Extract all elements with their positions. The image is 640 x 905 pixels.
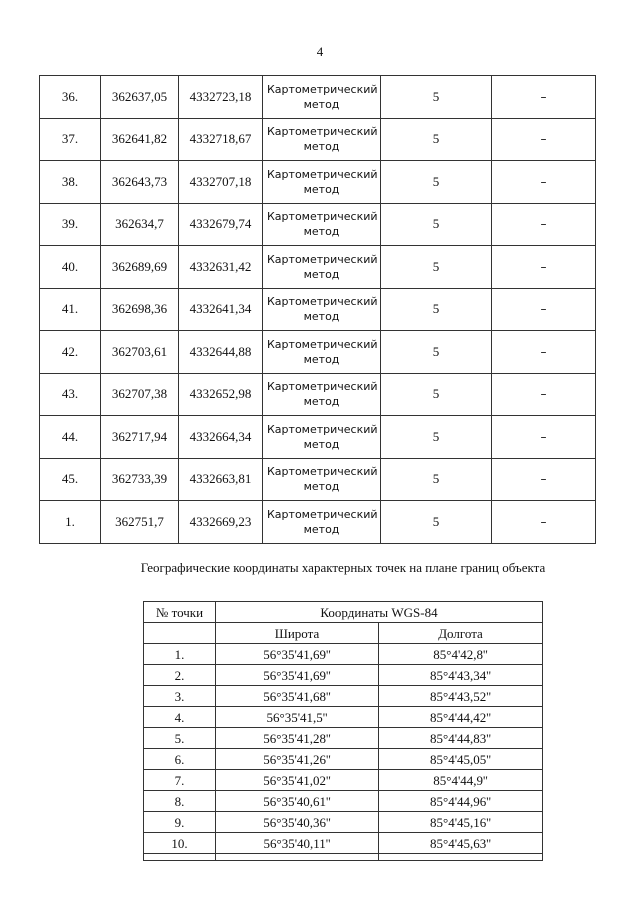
x-coordinate-cell: 362698,36	[101, 288, 179, 331]
method-cell: Картометрический метод	[263, 331, 381, 374]
latitude-cell: 56°35'41,02''	[216, 770, 379, 791]
point-number-cell: 1.	[40, 501, 101, 544]
longitude-cell: 85°4'43,34''	[379, 665, 543, 686]
wgs84-coordinates-table	[143, 601, 543, 861]
table-row	[40, 118, 596, 161]
latitude-cell: 56°35'41,68''	[216, 686, 379, 707]
method-cell: Картометрический метод	[263, 416, 381, 459]
point-number-cell: 39.	[40, 203, 101, 246]
x-coordinate-cell: 362733,39	[101, 458, 179, 501]
accuracy-cell: 5	[381, 288, 492, 331]
longitude-cell: 85°4'44,9''	[379, 770, 543, 791]
accuracy-cell: 5	[381, 416, 492, 459]
table-row	[40, 373, 596, 416]
table-row	[144, 686, 543, 707]
table-bottom-gap	[144, 854, 543, 861]
accuracy-cell: 5	[381, 501, 492, 544]
y-coordinate-cell: 4332663,81	[179, 458, 263, 501]
y-coordinate-cell: 4332631,42	[179, 246, 263, 289]
accuracy-cell: 5	[381, 76, 492, 119]
latitude-cell: 56°35'41,5''	[216, 707, 379, 728]
table-row	[40, 331, 596, 374]
y-coordinate-cell: 4332723,18	[179, 76, 263, 119]
accuracy-cell: 5	[381, 246, 492, 289]
x-coordinate-cell: 362707,38	[101, 373, 179, 416]
empty-cell	[216, 854, 379, 861]
table-row	[40, 501, 596, 544]
accuracy-cell: 5	[381, 118, 492, 161]
wgs-caption: Географические координаты характерных точек на плане границ объекта	[140, 560, 546, 575]
point-number-cell: 2.	[144, 665, 216, 686]
latitude-cell: 56°35'40,11''	[216, 833, 379, 854]
header-longitude: Долгота	[379, 623, 543, 644]
table-row	[144, 665, 543, 686]
point-number-cell: 36.	[40, 76, 101, 119]
x-coordinate-cell: 362689,69	[101, 246, 179, 289]
accuracy-cell: 5	[381, 203, 492, 246]
note-cell: –	[492, 288, 596, 331]
note-cell: –	[492, 331, 596, 374]
method-cell: Картометрический метод	[263, 373, 381, 416]
note-cell: –	[492, 161, 596, 204]
y-coordinate-cell: 4332641,34	[179, 288, 263, 331]
point-number-cell: 4.	[144, 707, 216, 728]
y-coordinate-cell: 4332664,34	[179, 416, 263, 459]
latitude-cell: 56°35'41,28''	[216, 728, 379, 749]
longitude-cell: 85°4'45,63''	[379, 833, 543, 854]
point-number-cell: 7.	[144, 770, 216, 791]
x-coordinate-cell: 362637,05	[101, 76, 179, 119]
table-row	[144, 833, 543, 854]
longitude-cell: 85°4'42,8''	[379, 644, 543, 665]
note-cell: –	[492, 373, 596, 416]
point-number-cell: 37.	[40, 118, 101, 161]
point-number-cell: 5.	[144, 728, 216, 749]
y-coordinate-cell: 4332669,23	[179, 501, 263, 544]
table-row	[144, 770, 543, 791]
header-point-number-cont	[144, 623, 216, 644]
note-cell: –	[492, 416, 596, 459]
x-coordinate-cell: 362717,94	[101, 416, 179, 459]
point-number-cell: 8.	[144, 791, 216, 812]
x-coordinate-cell: 362641,82	[101, 118, 179, 161]
point-number-cell: 41.	[40, 288, 101, 331]
method-cell: Картометрический метод	[263, 203, 381, 246]
longitude-cell: 85°4'45,05''	[379, 749, 543, 770]
table-row	[144, 749, 543, 770]
latitude-cell: 56°35'41,69''	[216, 665, 379, 686]
note-cell: –	[492, 203, 596, 246]
table-row	[40, 203, 596, 246]
y-coordinate-cell: 4332644,88	[179, 331, 263, 374]
point-number-cell: 10.	[144, 833, 216, 854]
table-row	[40, 161, 596, 204]
accuracy-cell: 5	[381, 331, 492, 374]
header-latitude: Широта	[216, 623, 379, 644]
point-number-cell: 1.	[144, 644, 216, 665]
x-coordinate-cell: 362634,7	[101, 203, 179, 246]
point-number-cell: 45.	[40, 458, 101, 501]
x-coordinate-cell: 362643,73	[101, 161, 179, 204]
y-coordinate-cell: 4332679,74	[179, 203, 263, 246]
longitude-cell: 85°4'43,52''	[379, 686, 543, 707]
accuracy-cell: 5	[381, 458, 492, 501]
method-cell: Картометрический метод	[263, 246, 381, 289]
page-number: 4	[316, 44, 324, 59]
latitude-cell: 56°35'40,61''	[216, 791, 379, 812]
table-row	[144, 707, 543, 728]
wgs84-coordinates-body	[144, 644, 543, 861]
table-row	[40, 246, 596, 289]
point-number-cell: 3.	[144, 686, 216, 707]
longitude-cell: 85°4'44,83''	[379, 728, 543, 749]
x-coordinate-cell: 362751,7	[101, 501, 179, 544]
point-number-cell: 38.	[40, 161, 101, 204]
accuracy-cell: 5	[381, 161, 492, 204]
boundary-points-table	[39, 75, 596, 544]
empty-cell	[379, 854, 543, 861]
point-number-cell: 43.	[40, 373, 101, 416]
method-cell: Картометрический метод	[263, 76, 381, 119]
empty-cell	[144, 854, 216, 861]
point-number-cell: 44.	[40, 416, 101, 459]
point-number-cell: 40.	[40, 246, 101, 289]
note-cell: –	[492, 76, 596, 119]
method-cell: Картометрический метод	[263, 161, 381, 204]
boundary-points-body	[40, 76, 596, 544]
table-row	[144, 644, 543, 665]
table-row	[144, 791, 543, 812]
table-row	[40, 416, 596, 459]
longitude-cell: 85°4'45,16''	[379, 812, 543, 833]
table-row	[144, 812, 543, 833]
method-cell: Картометрический метод	[263, 501, 381, 544]
y-coordinate-cell: 4332718,67	[179, 118, 263, 161]
y-coordinate-cell: 4332652,98	[179, 373, 263, 416]
point-number-cell: 42.	[40, 331, 101, 374]
method-cell: Картометрический метод	[263, 458, 381, 501]
point-number-cell: 6.	[144, 749, 216, 770]
latitude-cell: 56°35'40,36''	[216, 812, 379, 833]
note-cell: –	[492, 501, 596, 544]
x-coordinate-cell: 362703,61	[101, 331, 179, 374]
y-coordinate-cell: 4332707,18	[179, 161, 263, 204]
table-row	[144, 728, 543, 749]
table-row	[40, 288, 596, 331]
note-cell: –	[492, 118, 596, 161]
latitude-cell: 56°35'41,26''	[216, 749, 379, 770]
method-cell: Картометрический метод	[263, 288, 381, 331]
method-cell: Картометрический метод	[263, 118, 381, 161]
note-cell: –	[492, 458, 596, 501]
table-row	[40, 458, 596, 501]
latitude-cell: 56°35'41,69''	[216, 644, 379, 665]
note-cell: –	[492, 246, 596, 289]
longitude-cell: 85°4'44,96''	[379, 791, 543, 812]
table-row	[40, 76, 596, 119]
header-point-number: № точки	[144, 602, 216, 623]
longitude-cell: 85°4'44,42''	[379, 707, 543, 728]
point-number-cell: 9.	[144, 812, 216, 833]
accuracy-cell: 5	[381, 373, 492, 416]
header-wgs84-coordinates: Координаты WGS-84	[216, 602, 543, 623]
